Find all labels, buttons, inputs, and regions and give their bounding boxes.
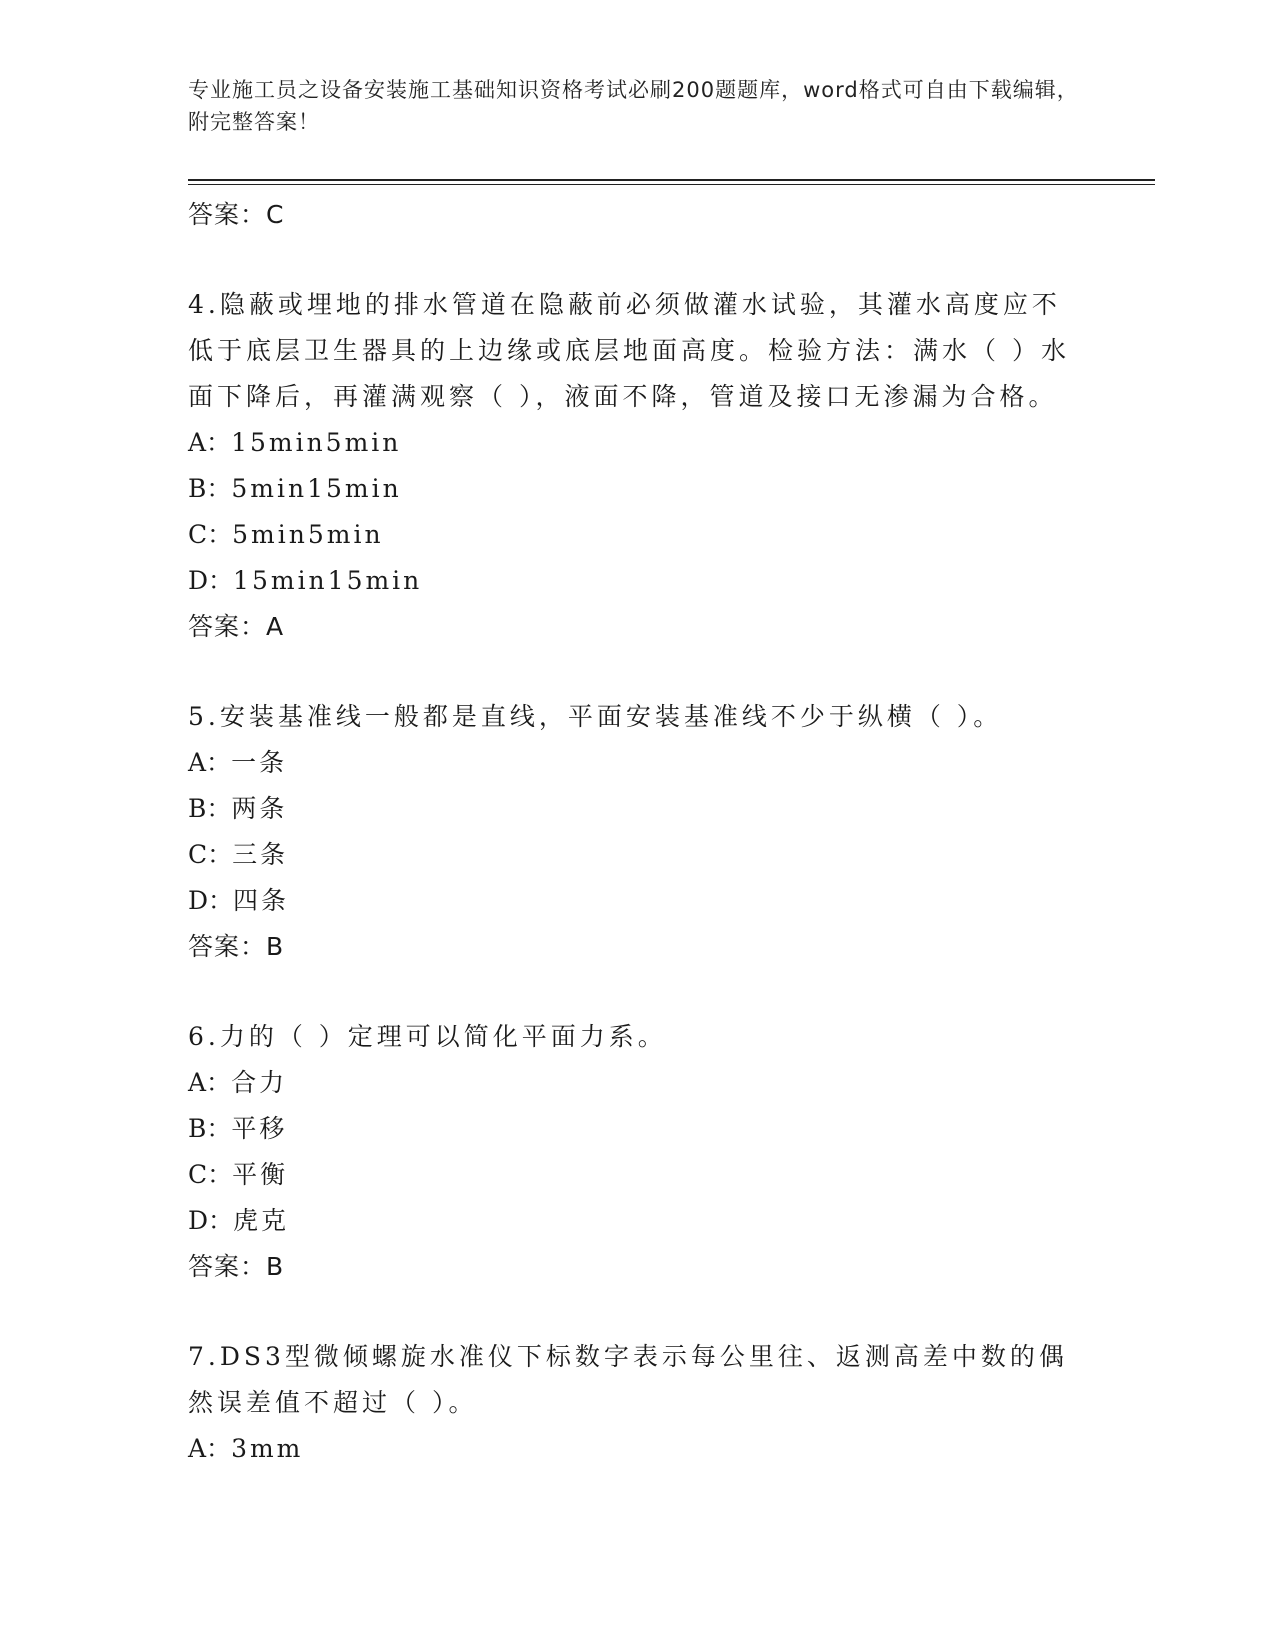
option-b xyxy=(188,786,1088,832)
option-c xyxy=(188,1152,1088,1198)
answer-line: 答案：C xyxy=(188,200,285,229)
option-text: 3mm xyxy=(231,1434,304,1463)
option-text: 一条 xyxy=(231,748,288,777)
document-header: 专业施工员之设备安装施工基础知识资格考试必刷200题题库，word格式可自由下载编辑，附完整答案！ xyxy=(188,78,1079,134)
option-key: B： xyxy=(188,1114,232,1143)
option-key: A： xyxy=(188,428,232,457)
option-a xyxy=(188,1426,1088,1472)
header-divider xyxy=(188,179,1155,181)
question-block xyxy=(188,282,1088,650)
document-body xyxy=(188,192,1088,1472)
option-b xyxy=(188,1106,1088,1152)
option-c xyxy=(188,832,1088,878)
option-key: D： xyxy=(188,1206,234,1235)
option-text: 三条 xyxy=(232,840,289,869)
option-key: D： xyxy=(188,886,234,915)
option-key: A： xyxy=(188,748,232,777)
option-text: 15min5min xyxy=(231,428,402,457)
header-divider-thin xyxy=(188,184,1155,185)
answer-line: 答案：B xyxy=(188,1252,285,1281)
question-stem: 6.力的（ ）定理可以简化平面力系。 xyxy=(188,1022,667,1051)
question-stem: 4.隐蔽或埋地的排水管道在隐蔽前必须做灌水试验，其灌水高度应不低于底层卫生器具的上边缘或底层地面高度。检验方法：满水（ ）水面下降后，再灌满观察（ ），液面不降，管道及接口无渗漏为合格。 xyxy=(188,290,1070,411)
spacer xyxy=(188,650,1088,694)
question-stem: 5.安装基准线一般都是直线，平面安装基准线不少于纵横（ ）。 xyxy=(188,702,1003,731)
option-key: B： xyxy=(188,474,232,503)
option-key: D： xyxy=(188,566,234,595)
option-key: A： xyxy=(188,1434,232,1463)
option-d xyxy=(188,1198,1088,1244)
option-key: C： xyxy=(188,1160,233,1189)
spacer xyxy=(188,970,1088,1014)
option-text: 15min15min xyxy=(233,566,423,595)
spacer xyxy=(188,238,1088,282)
question-block xyxy=(188,1014,1088,1290)
option-c xyxy=(188,512,1088,558)
option-text: 5min5min xyxy=(232,520,384,549)
option-key: C： xyxy=(188,520,233,549)
option-text: 两条 xyxy=(231,794,288,823)
option-d xyxy=(188,558,1088,604)
option-text: 平衡 xyxy=(232,1160,289,1189)
option-text: 虎克 xyxy=(233,1206,290,1235)
question-block xyxy=(188,1334,1088,1472)
option-text: 平移 xyxy=(231,1114,288,1143)
option-a xyxy=(188,1060,1088,1106)
option-key: C： xyxy=(188,840,233,869)
option-d xyxy=(188,878,1088,924)
question-block xyxy=(188,694,1088,970)
option-text: 四条 xyxy=(233,886,290,915)
option-key: B： xyxy=(188,794,232,823)
question-stem: 7.DS3型微倾螺旋水准仪下标数字表示每公里往、返测高差中数的偶然误差值不超过（ ）。 xyxy=(188,1342,1068,1417)
option-text: 5min15min xyxy=(231,474,402,503)
answer-line: 答案：A xyxy=(188,612,285,641)
option-a xyxy=(188,740,1088,786)
answer-line: 答案：B xyxy=(188,932,285,961)
option-b xyxy=(188,466,1088,512)
option-text: 合力 xyxy=(231,1068,288,1097)
spacer xyxy=(188,1290,1088,1334)
option-a xyxy=(188,420,1088,466)
option-key: A： xyxy=(188,1068,232,1097)
